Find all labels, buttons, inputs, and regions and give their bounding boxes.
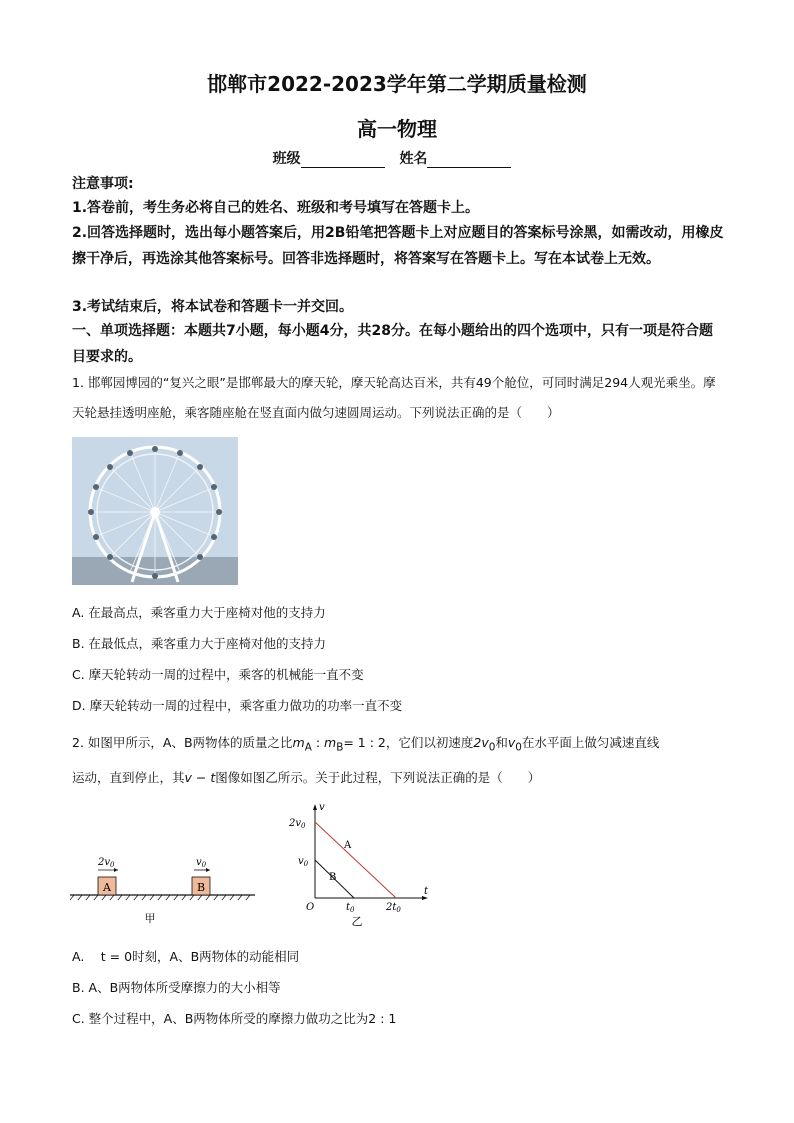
class-label: 班级 <box>272 151 301 167</box>
motion-diagram <box>70 857 255 925</box>
notice-item-2: 2.回答选择题时，选出每小题答案后，用2B铅笔把答题卡上对应题目的答案标号涂黑，如需改动，用橡皮擦干净后，再选涂其他答案标号。回答非选择题时，将答案写在答题卡上。写在本试卷上无效。 <box>72 225 724 267</box>
notice-heading: 注意事项: <box>72 176 134 192</box>
arrow-a-head <box>114 868 118 872</box>
question-1-stem: 1. 邯郸园博园的“复兴之眼”是邯郸最大的摩天轮，摩天轮高达百米，共有49个舱位，可同时满足294人观光乘坐。摩天轮悬挂透明座舱，乘客随座舱在竖直面内做匀速圆周运动。下列说法正确的是（ ） <box>72 375 716 420</box>
subject-title: 高一物理 <box>357 117 437 141</box>
velocity-a-label: $2v_0$ <box>98 857 115 869</box>
x-tick-t0: $t_0$ <box>346 902 355 914</box>
exam-title: 邯郸市2022-2023学年第二学期质量检测 <box>207 72 587 96</box>
figure-yi-label: 乙 <box>351 915 363 928</box>
class-name-line <box>0 148 794 168</box>
arrow-b-head <box>206 868 210 872</box>
question-2-stem-line2: 运动，直到停止，其v − t图像如图乙所示。关于此过程，下列说法正确的是（ ） <box>72 770 541 785</box>
q2-option-a: A. t = 0时刻，A、B两物体的动能相同 <box>72 949 300 964</box>
block-a-label: A <box>103 881 111 894</box>
q1-option-d: D. 摩天轮转动一周的过程中，乘客重力做功的功率一直不变 <box>72 698 403 713</box>
line-b-label: B <box>329 872 337 883</box>
origin-label: O <box>306 902 315 913</box>
figure-jia-label: 甲 <box>144 912 156 925</box>
line-a <box>315 822 396 898</box>
velocity-b-label: $v_0$ <box>196 857 207 869</box>
class-blank <box>301 153 385 168</box>
name-blank <box>427 153 511 168</box>
ground-hatch <box>70 895 250 900</box>
name-label: 姓名 <box>399 151 428 167</box>
v-axis-label: v <box>319 802 325 813</box>
notice-item-1: 1.答卷前，考生务必将自己的姓名、班级和考号填写在答题卡上。 <box>72 200 480 216</box>
section-heading: 一、单项选择题：本题共7小题，每小题4分，共28分。在每小题给出的四个选项中，只有一项是符合题目要求的。 <box>72 323 713 365</box>
q1-option-b: B. 在最低点，乘客重力大于座椅对他的支持力 <box>72 636 327 651</box>
y-tick-v0: $v_0$ <box>298 856 309 868</box>
line-a-label: A <box>344 840 352 851</box>
q1-option-c: C. 摩天轮转动一周的过程中，乘客的机械能一直不变 <box>72 667 364 682</box>
q2-figures <box>70 800 440 940</box>
x-tick-2t0: $2t_0$ <box>386 902 401 914</box>
q2-option-b: B. A、B两物体所受摩擦力的大小相等 <box>72 980 281 995</box>
question-2-stem-line1: 2. 如图甲所示，A、B两物体的质量之比$m_A$ : $m_B= 1$ : 2，它们以初速度$2v_0$和$v_0$在水平面上做匀减速直线 <box>72 735 660 754</box>
q1-option-a: A. 在最高点，乘客重力大于座椅对他的支持力 <box>72 605 326 620</box>
block-b-label: B <box>196 881 206 894</box>
vt-graph <box>288 802 429 928</box>
ferris-wheel-photo <box>72 437 238 585</box>
y-tick-2v0: $2v_0$ <box>289 818 306 830</box>
q2-option-c: C. 整个过程中，A、B两物体所受的摩擦力做功之比为2 : 1 <box>72 1011 397 1026</box>
v-axis-arrow <box>313 804 317 810</box>
notice-item-3: 3.考试结束后，将本试卷和答题卡一并交回。 <box>72 299 354 315</box>
t-axis-label: t <box>424 886 429 897</box>
